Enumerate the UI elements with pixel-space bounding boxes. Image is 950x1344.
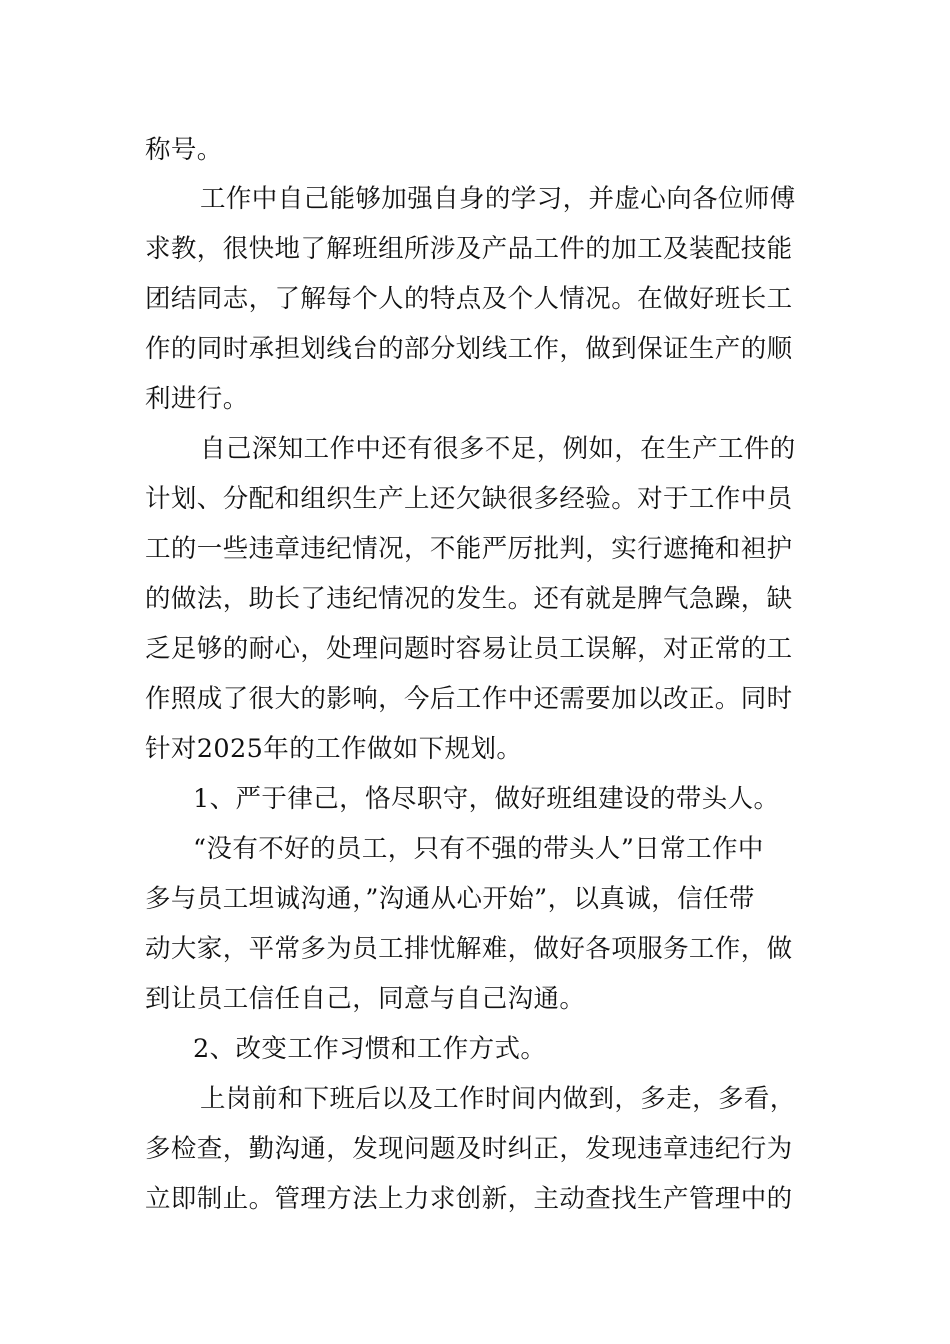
text-line: 立即制止。管理方法上力求创新，主动查找生产管理中的: [145, 1184, 793, 1214]
text-line: 乏足够的耐心，处理问题时容易让员工误解，对正常的工: [145, 634, 793, 664]
text-line: 到让员工信任自己，同意与自己沟通。: [145, 984, 586, 1014]
text-line: 团结同志，了解每个人的特点及个人情况。在做好班长工: [145, 284, 793, 314]
text-line: 动大家，平常多为员工排忧解难，做好各项服务工作，做: [145, 934, 793, 964]
text-line: 求教，很快地了解班组所涉及产品工件的加工及装配技能: [145, 234, 793, 264]
text-line: 作的同时承担划线台的部分划线工作，做到保证生产的顺: [145, 334, 793, 364]
section-heading: 2、改变工作习惯和工作方式。: [193, 1034, 547, 1064]
text-line: 多与员工坦诚沟通，”沟通从心开始”，以真诚，信任带: [145, 884, 755, 914]
text-line: 针对2025年的工作做如下规划。: [145, 734, 523, 764]
text-line: 作照成了很大的影响，今后工作中还需要加以改正。同时: [145, 684, 793, 714]
paragraph-first-line: 上岗前和下班后以及工作时间内做到，多走，多看，: [200, 1084, 796, 1114]
paragraph-first-line: 工作中自己能够加强自身的学习，并虚心向各位师傅: [200, 184, 796, 214]
text-line: 利进行。: [145, 384, 249, 414]
text-line: 工的一些违章违纪情况，不能严厉批判，实行遮掩和袒护: [145, 534, 793, 564]
paragraph-first-line: “没有不好的员工，只有不强的带头人”日常工作中: [193, 834, 764, 864]
text-line: 的做法，助长了违纪情况的发生。还有就是脾气急躁，缺: [145, 584, 793, 614]
text-line: 多检查，勤沟通，发现问题及时纠正，发现违章违纪行为: [145, 1134, 793, 1164]
paragraph-first-line: 自己深知工作中还有很多不足，例如，在生产工件的: [200, 434, 796, 464]
text-line: 计划、分配和组织生产上还欠缺很多经验。对于工作中员: [145, 484, 793, 514]
text-line: 称号。: [145, 135, 223, 165]
section-heading: 1、严于律己，恪尽职守，做好班组建设的带头人。: [193, 784, 780, 814]
